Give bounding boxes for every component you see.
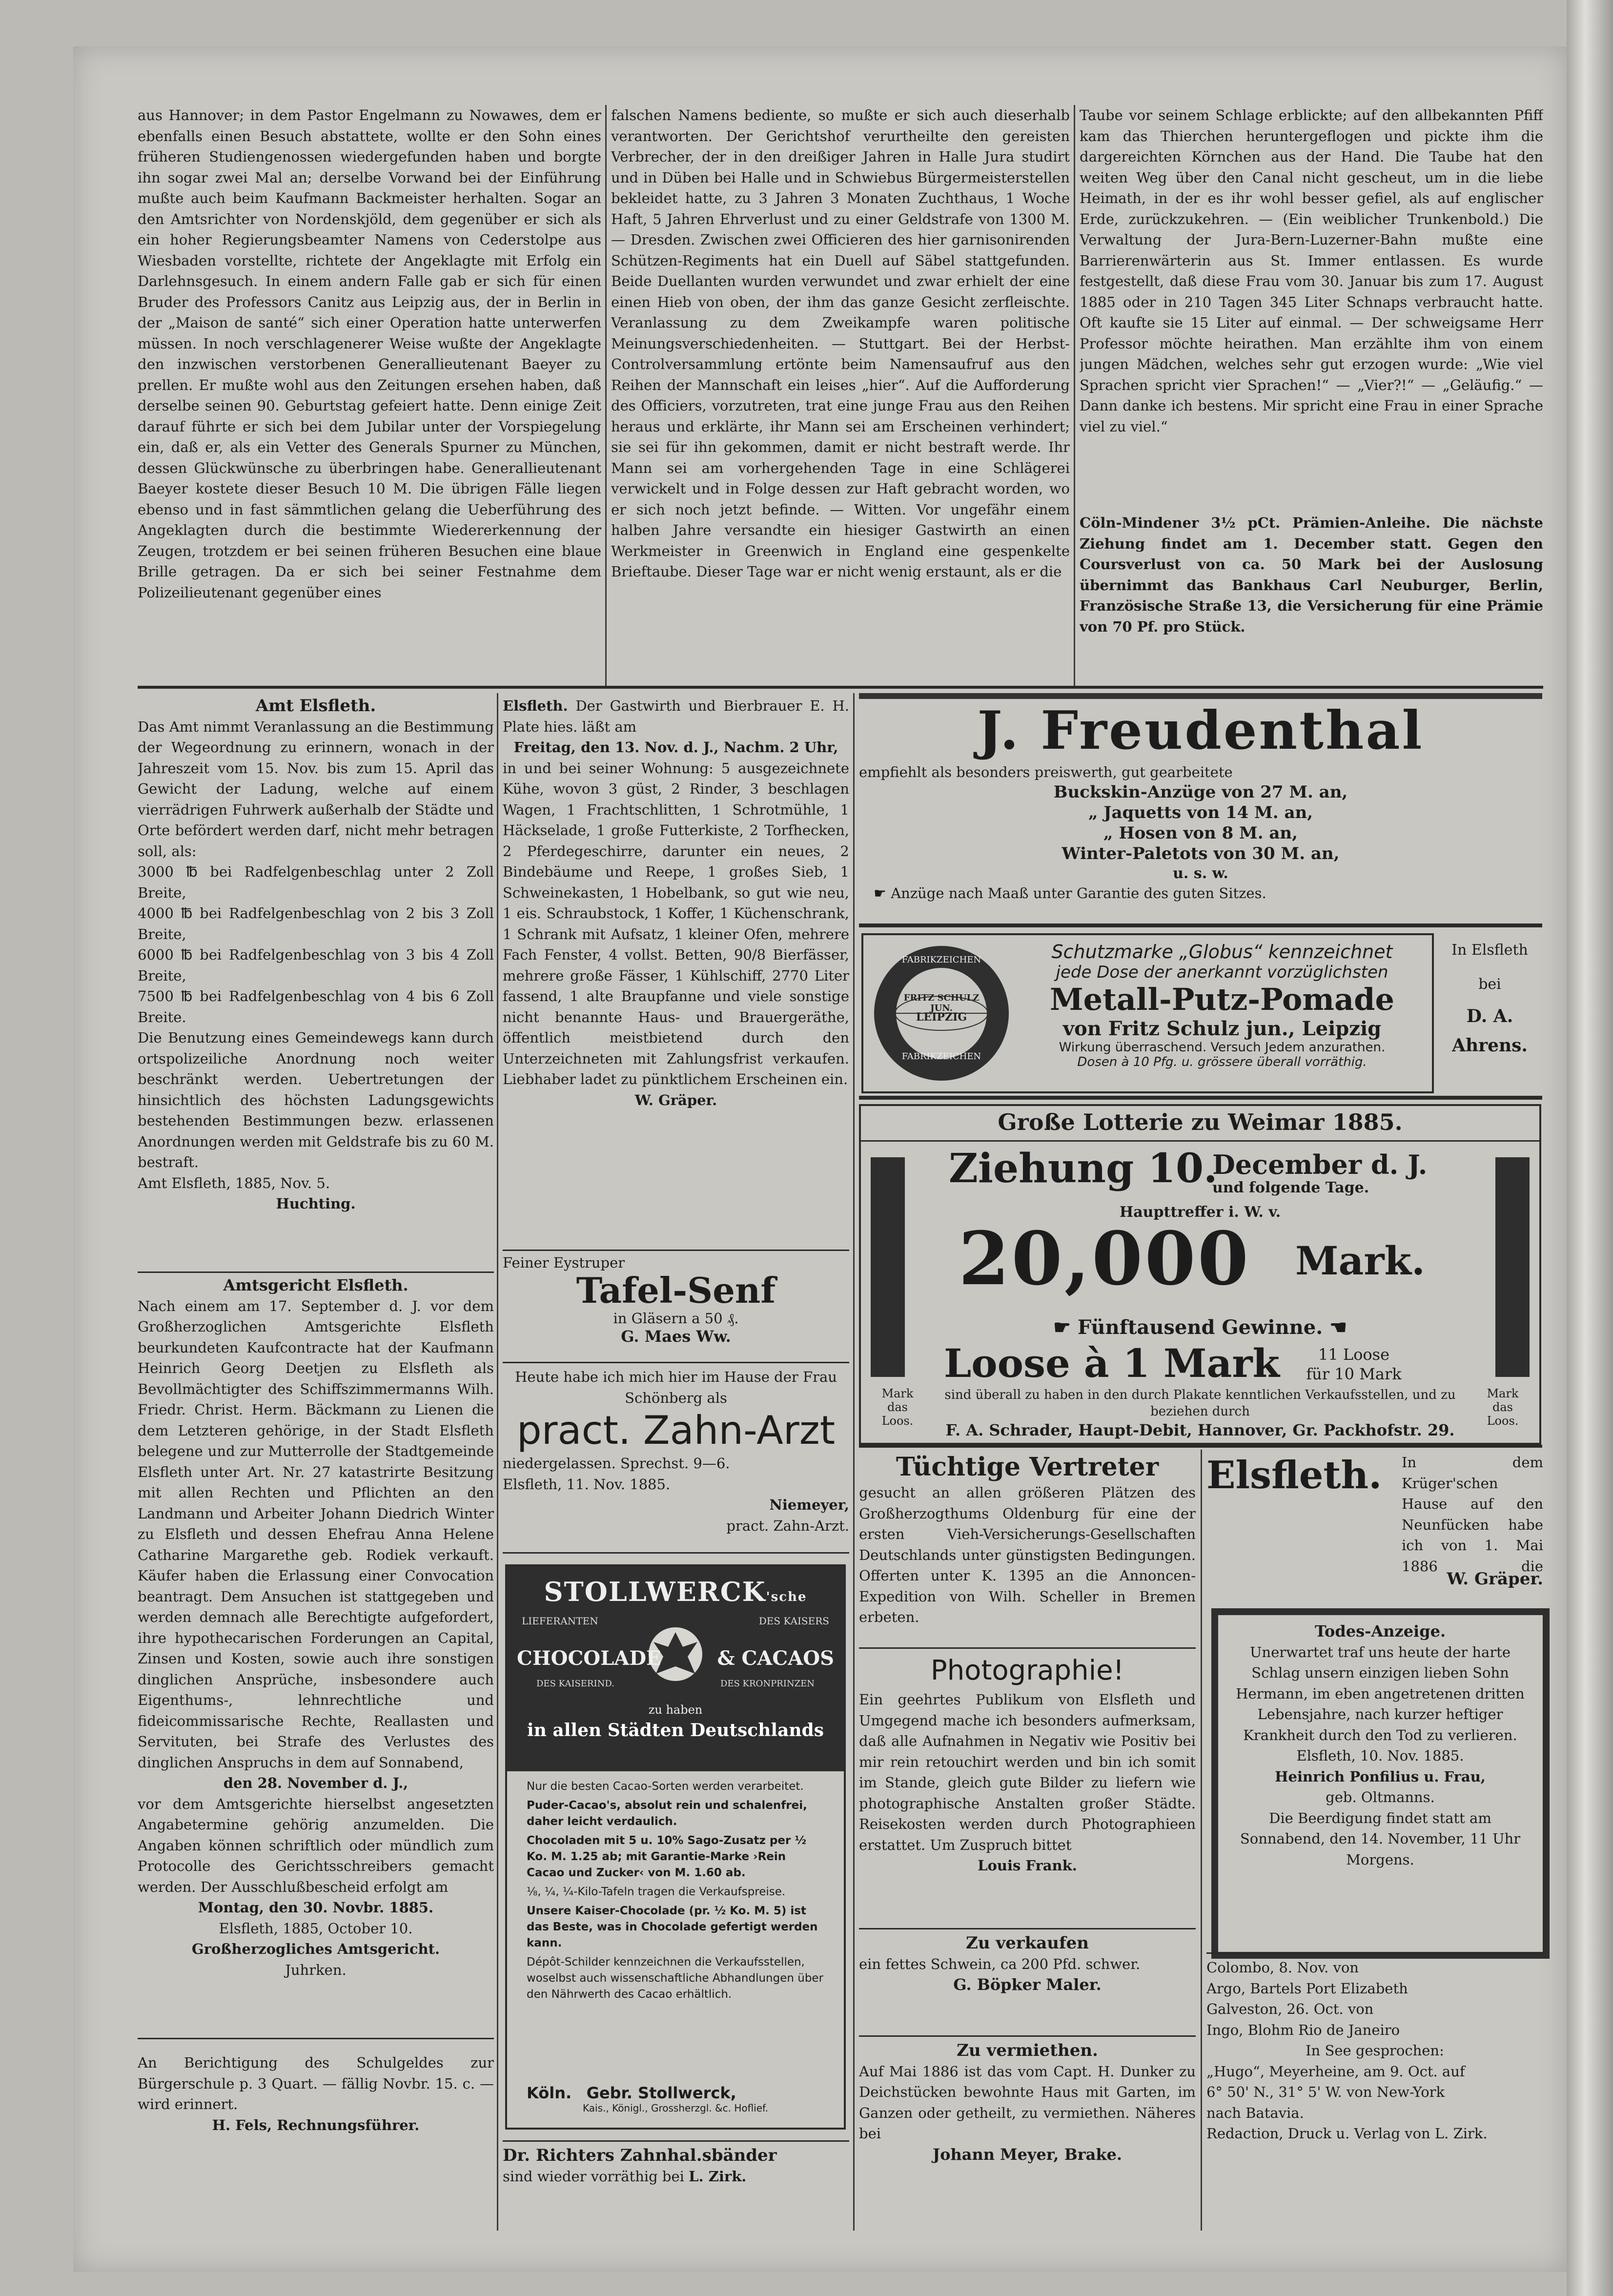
- stollwerck-crown-right: DES KRONPRINZEN: [720, 1679, 815, 1689]
- notice-rule: [859, 1928, 1196, 1929]
- lotterie-rule: [861, 1140, 1539, 1142]
- todes-body: Unerwartet traf uns heute der harte Schlag unsern einzigen lieben Sohn Hermann, im eben angetretenen dritten Lebensjahre, nach kurzer heftiger Krankheit durch den Tod zu verlieren.: [1236, 1643, 1525, 1743]
- schulgeld-text: An Berichtigung des Schulgeldes zur Bürgerschule p. 3 Quart. — fällig Novbr. 15. c. — wird erinnert.: [138, 2054, 494, 2112]
- stollwerck-point: Unsere Kaiser-Chocolade (pr. ½ Ko. M. 5) ist das Beste, was in Chocolade gefertigt werden kann.: [527, 1905, 818, 1949]
- amt-row: 4000 ℔ bei Radfelgenbeschlag von 2 bis 3 Zoll Breite,: [138, 905, 494, 943]
- ad-border-top: [859, 693, 1542, 699]
- lotterie-loose2: 11 Loose: [1318, 1345, 1390, 1364]
- dealer-bei: bei: [1478, 976, 1501, 993]
- notice-rule: [859, 1647, 1196, 1649]
- zahnarzt-date: Elsfleth, 11. Nov. 1885.: [503, 1476, 671, 1493]
- amt-body: Die Benutzung eines Gemeindewegs kann durch ortspolizeiliche Anordnung noch weiter beschränkt werden. Uebertretungen der hinsichtlich des höchsten Ladungsgewichts bestehenden Bestimmungen bezw. erlassenen Anordnungen werden mit Geldstrafe bis zu 60 M. bestraft.: [138, 1029, 494, 1170]
- todes-title: Todes-Anzeige.: [1314, 1622, 1446, 1640]
- pointing-hand-icon: ☚: [1329, 1316, 1347, 1339]
- amtsgericht-body: Nach einem am 17. September d. J. vor dem Großherzoglichen Amtsgerichte Elsfleth beurkundeten Kaufcontracte hat der Kaufmann Heinrich Georg Deetjen zu Elsfleth als Bevollmächtigter des Schiffszimmermanns Wilh. Friedr. Christ. Herm. Bäckmann zu Lienen die dem Letzteren gehörige, in der Stadt Elsfleth belegene und zur Mutterrolle der Stadtgemeinde Elsfleth unter Art. Nr. 27 katastrirte Besitzung mit allen Rechten und Pflichten an den Landmann und Arbeiter Johann Diedrich Winter zu Elsfleth und dessen Ehefrau Anna Helene Catharine Margarethe geb. Rodiek verkauft. Käufer haben die Erlassung einer Convocation beantragt. Dem Ansuchen ist stattgegeben und werden demnach alle Berechtigte aufgefordert, ihre hypothecarischen Forderungen an Capital, Zinsen und Kosten, sowie auch ihre sonstigen dinglichen Ansprüche, insbesondere auch Eigenthums-, lehnrechtliche und fideicommissarische Rechte, Reallasten und Servituten, bei Strafe des Verlustes des dinglichen Anspruchs in dem auf Sonnabend,: [138, 1297, 494, 1771]
- todes-date: Elsfleth, 10. Nov. 1885.: [1296, 1747, 1464, 1764]
- stollwerck-right: DES KAISERS: [758, 1615, 829, 1627]
- lotterie-december: December d. J.: [1212, 1149, 1428, 1180]
- pomade-line3: Wirkung überraschend. Versuch Jedem anzurathen.: [1059, 1040, 1386, 1055]
- vertreter-body: gesucht an allen größeren Plätzen des Großherzogthums Oldenburg für eine der ersten Vieh-Versicherungs-Gesellschaften Deutschlands unter günstigsten Bedingungen. Offerten unter K. 1395 an die Annoncen-Expedition von Wilh. Scheller in Bremen erbeten.: [859, 1484, 1196, 1625]
- lotterie-foot: sind überall zu haben in den durch Plakate kenntlichen Verkaufsstellen, und zu beziehen durch: [944, 1388, 1456, 1419]
- todes-content: [1229, 1621, 1531, 1943]
- freudenthal-line: u. s. w.: [1173, 865, 1228, 882]
- column-divider: [605, 105, 607, 686]
- seal-mid: FRITZ SCHULZ JUN.: [903, 993, 980, 1013]
- stollwerck-point: ⅛, ¼, ¼-Kilo-Tafeln tragen die Verkaufspreise.: [527, 1886, 786, 1898]
- news-column-2: [611, 105, 1070, 686]
- todes-signer: Heinrich Ponfilius u. Frau,: [1275, 1768, 1486, 1785]
- section-rule: [859, 1445, 1542, 1448]
- verkaufen-signer: G. Böpker Maler.: [953, 1975, 1102, 1994]
- zahnarzt-signer: Niemeyer,: [769, 1496, 849, 1513]
- amtsgericht-body2: vor dem Amtsgerichte hierselbst angesetzten Angabetermine gehörig anzumelden. Die Angaben können schriftlich oder mündlich zum Protocolle des Gerichtsschreibers gemacht werden. Der Ausschlußbescheid erfolgt am: [138, 1795, 494, 1895]
- column-divider: [497, 693, 498, 2231]
- stollwerck-cacaos: & CACAOS: [717, 1647, 834, 1670]
- notice-rule: [503, 1552, 849, 1554]
- news-column-3: [1080, 105, 1543, 495]
- lotterie-loose: Loose à 1 Mark: [944, 1340, 1280, 1386]
- stollwerck-brand: STOLLWERCK'sche: [544, 1576, 807, 1607]
- stollwerck-ad: [505, 1564, 846, 2130]
- zahnarzt-role: pract. Zahn-Arzt.: [726, 1517, 849, 1534]
- column-divider: [1201, 1450, 1202, 2231]
- stollwerck-firm-sub: Kais., Königl., Grossherzgl. &c. Hoflief.: [583, 2102, 768, 2114]
- vertreter-title: Tüchtige Vertreter: [896, 1452, 1159, 1482]
- stollwerck-point: Puder-Cacao's, absolut rein und schalenfrei, daher leicht verdaulich.: [527, 1799, 807, 1828]
- pomade-ad: [861, 933, 1434, 1093]
- stollwerck-chocolade: CHOCOLADE: [517, 1647, 661, 1670]
- ship-line: 6° 50' N., 31° 5' W. von New-York: [1206, 2084, 1445, 2100]
- amtsgericht-date2: Montag, den 30. Novbr. 1885.: [198, 1899, 434, 1916]
- auktion-date: Freitag, den 13. Nov. d. J., Nachm. 2 Uhr,: [513, 739, 838, 756]
- freudenthal-line: Winter-Paletots von 30 M. an,: [1062, 844, 1340, 863]
- binding-edge: [1567, 0, 1613, 2296]
- senf-ad: [503, 1254, 849, 1357]
- lotterie-haupttreffer: Haupttreffer i. W. v.: [1119, 1204, 1281, 1221]
- notice-rule: [138, 1271, 494, 1273]
- lotterie-title: Große Lotterie zu Weimar 1885.: [998, 1109, 1403, 1135]
- seal-top: FABRIKZEICHEN: [901, 955, 981, 965]
- oberwohnung-ad: [1206, 1452, 1543, 1599]
- stollwerck-haben: zu haben: [648, 1703, 703, 1717]
- amt-signer: Huchting.: [276, 1195, 356, 1212]
- amtsgericht-court: Großherzogliches Amtsgericht.: [191, 1941, 440, 1957]
- pointing-hand-icon: ☛: [874, 885, 886, 902]
- amtsgericht-title: Amtsgericht Elsfleth.: [223, 1276, 408, 1294]
- photo-ad: [859, 1652, 1196, 1921]
- dealer-place: In Elsfleth: [1451, 942, 1528, 959]
- ship-line: Argo, Bartels Port Elizabeth: [1206, 1980, 1408, 1997]
- lotterie-mark: Mark.: [1295, 1238, 1425, 1284]
- imprint: Redaction, Druck u. Verlag von L. Zirk.: [1206, 2125, 1488, 2142]
- stollwerck-point: Chocoladen mit 5 u. 10% Sago-Zusatz per ½ Ko. M. 1.25 ab; mit Garantie-Marke ›Rein Cacao und Zucker‹ von M. 1.60 ab.: [527, 1834, 807, 1879]
- oberwohnung-signer: W. Gräper.: [1447, 1569, 1543, 1589]
- senf-signer: G. Maes Ww.: [621, 1327, 731, 1346]
- zahnarzt-lead: Heute habe ich mich hier im Hause der Frau Schönberg als: [515, 1369, 837, 1406]
- amtsgericht-judge: Juhrken.: [285, 1961, 347, 1978]
- amt-row: 7500 ℔ bei Radfelgenbeschlag von 4 bis 6 Zoll Breite.: [138, 988, 494, 1025]
- lotterie-dealer: F. A. Schrader, Haupt-Debit, Hannover, Gr. Packhofstr. 29.: [945, 1421, 1455, 1439]
- amt-title: Amt Elsfleth.: [255, 696, 376, 716]
- stollwerck-banner: [507, 1566, 844, 1771]
- pomade-maker: von Fritz Schulz jun., Leipzig: [1062, 1017, 1382, 1040]
- pomade-line1: Schutzmarke „Globus“ kennzeichnet: [1051, 941, 1393, 963]
- oberwohnung-body: In dem Krüger'schen Hause auf den Neunfücken habe ich von 1. Mai 1886 die: [1402, 1454, 1543, 1574]
- ship-line: Galveston, 26. Oct. von: [1206, 2001, 1374, 2017]
- verkaufen-ad: [859, 1933, 1196, 2030]
- section-rule: [859, 1096, 1542, 1100]
- ship-line: „Hugo“, Meyerheine, am 9. Oct. auf: [1206, 2063, 1465, 2080]
- amt-row: 3000 ℔ bei Radfelgenbeschlag unter 2 Zoll Breite,: [138, 863, 494, 901]
- oberwohnung-title: Elsfleth.: [1206, 1453, 1382, 1497]
- notice-text: Cöln-Mindener 3½ pCt. Prämien-Anleihe. Die nächste Ziehung findet am 1. December statt. Gegen den Coursverlust von ca. 50 Mark bei der Auslosung übernimmt das Bankhaus Carl Neuburger, Berlin, Französische Straße 13, die Versicherung für eine Prämie von 70 Pf. pro Stück.: [1080, 514, 1543, 635]
- freudenthal-title: J. Freudenthal: [977, 700, 1424, 761]
- lotterie-side-right: Mark das Loos.: [1487, 1387, 1519, 1428]
- stollwerck-left: LIEFERANTEN: [522, 1615, 598, 1627]
- amtsgericht-date: den 28. November d. J.,: [223, 1775, 408, 1791]
- lotterie-side-left: Mark das Loos.: [881, 1387, 914, 1428]
- stollwerck-point: Dépôt-Schilder kennzeichnen die Verkaufsstellen, woselbst auch wissenschaftliche Abhandlungen über den Nährwerth des Cacao erhältlich.: [527, 1956, 824, 2001]
- schiffsnachrichten: [1206, 1957, 1543, 2231]
- photo-title: Photographie!: [930, 1655, 1124, 1686]
- stollwerck-crown-left: DES KAISERIND.: [536, 1679, 614, 1689]
- senf-title: Tafel-Senf: [576, 1270, 776, 1311]
- dealer-name: D. A. Ahrens.: [1452, 1006, 1528, 1056]
- senf-lead: Feiner Eystruper: [503, 1254, 625, 1271]
- stollwerck-allen: in allen Städten Deutschlands: [527, 1720, 824, 1741]
- freudenthal-line: „ Hosen von 8 M. an,: [1103, 823, 1298, 843]
- lotterie-tage: und folgende Tage.: [1212, 1179, 1369, 1196]
- verkaufen-body: ein fettes Schwein, ca 200 Pfd. schwer.: [859, 1955, 1141, 1972]
- photo-body: Ein geehrtes Publikum von Elsfleth und Umgegend mache ich besonders aufmerksam, daß alle Aufnahmen in Negativ wie Positiv bei mir rein retouchirt werden und bin ich somit im Stande, gleich gute Bilder zu liefern wie photographische Anstalten großer Städte. Reisekosten werden durch Photographieen erstattet. Um Zuspruch bittet: [859, 1691, 1196, 1853]
- seal-city: LEIPZIG: [916, 1011, 967, 1024]
- freudenthal-line: Buckskin-Anzüge von 27 M. an,: [1053, 782, 1348, 802]
- schulgeld-notice: [138, 2052, 494, 2228]
- photo-signer: Louis Frank.: [978, 1857, 1077, 1874]
- lotterie-ziehung: Ziehung 10.: [949, 1145, 1218, 1192]
- todes-anzeige: [1211, 1608, 1550, 1959]
- pomade-line2: jede Dose der anerkannt vorzüglichsten: [1056, 963, 1388, 982]
- ship-line: nach Batavia.: [1206, 2104, 1304, 2121]
- stollwerck-footer: Köln. Gebr. Stollwerck, Kais., Königl., Grossherzgl. &c. Hoflief.: [527, 2084, 824, 2114]
- vermiethen-ad: [859, 2040, 1196, 2226]
- auktion-body: in und bei seiner Wohnung: 5 ausgezeichnete Kühe, wovon 3 güst, 2 Rinder, 3 beschlagen Wagen, 1 Frachtschlitten, 1 Schrotmühle, 1 Häckselade, 1 große Futterkiste, 2 Torfhecken, 2 Pferdegeschirre, darunter ein neues, 2 Bindebäume und Reepe, 1 großes Sieb, 1 Schweinekasten, 1 Hobelbank, so gut wie neu, 1 eis. Schraubstock, 1 Koffer, 1 Küchenschrank, 1 Schrank mit Aufsatz, 1 kleiner Ofen, mehrere Fach Fenster, 4 vollst. Betten, 90/8 Bierfässer, mehrere große Fässer, 1 Kühlschiff, 2770 Liter fassend, 1 alte Braupfanne und viele sonstige nicht benannte Haus- und Brauergeräthe, öffentlich meistbietend durch den Unterzeichneten mit Zahlungsfrist verkaufen. Liebhaber ladet zu pünktlichem Erscheinen ein.: [503, 759, 849, 1087]
- verkaufen-title: Zu verkaufen: [966, 1933, 1089, 1953]
- senf-body: in Gläsern a 50 ₰.: [613, 1310, 739, 1327]
- lotterie-bar-left: [871, 1157, 905, 1377]
- amt-date: Amt Elsfleth, 1885, Nov. 5.: [138, 1174, 330, 1191]
- amtsgericht-notice: [138, 1275, 494, 2036]
- amt-notice: [138, 696, 494, 1274]
- zahnhalsband-signer: L. Zirk.: [689, 2168, 747, 2185]
- zahnarzt-body: niedergelassen. Sprechst. 9—6.: [503, 1455, 730, 1472]
- todes-signer2: geb. Oltmanns.: [1326, 1789, 1435, 1805]
- freudenthal-line: „ Jaquetts von 14 M. an,: [1088, 803, 1313, 822]
- ship-line: Ingo, Blohm Rio de Janeiro: [1206, 2021, 1400, 2038]
- freudenthal-lead: empfiehlt als besonders preiswerth, gut gearbeitete: [859, 764, 1233, 780]
- auktion-notice: [503, 696, 849, 1247]
- vermiethen-body: Auf Mai 1886 ist das vom Capt. H. Dunker zu Deichstücken bewohnte Haus mit Garten, im Ganzen oder getheilt, zu vermiethen. Näheres bei: [859, 2063, 1196, 2142]
- amt-row: 6000 ℔ bei Radfelgenbeschlag von 3 bis 4 Zoll Breite,: [138, 946, 494, 984]
- notice-rule: [138, 2038, 494, 2039]
- pomade-title: Metall-Putz-Pomade: [1050, 982, 1394, 1017]
- todes-burial: Die Beerdigung findet statt am Sonnabend, den 14. November, 11 Uhr Morgens.: [1240, 1809, 1521, 1868]
- auktion-lead: Der Gastwirth und Bierbrauer E. H. Plate hies. läßt am: [503, 697, 849, 735]
- notice-rule: [859, 2035, 1196, 2037]
- amt-intro: Das Amt nimmt Veranlassung an die Bestimmung der Wegeordnung zu erinnern, wonach in der Jahreszeit vom 15. Nov. bis zum 15. April das Gewicht der Ladung, welche auf einem vierrädrigen Fuhrwerk außerhalb der Städte und Orte befördert werden darf, nicht mehr betragen soll, als:: [138, 718, 494, 860]
- seal-bottom: FABRIKZEICHEN: [901, 1051, 981, 1062]
- pomade-line4: Dosen à 10 Pfg. u. grössere überall vorräthig.: [1077, 1055, 1367, 1069]
- lotterie-gewinne: ☛ Fünftausend Gewinne. ☚: [1053, 1316, 1347, 1339]
- lotterie-loose3: für 10 Mark: [1306, 1365, 1402, 1383]
- zahnarzt-title: pract. Zahn-Arzt: [516, 1408, 836, 1453]
- stollwerck-points: [527, 1779, 824, 2071]
- zahnarzt-ad: [503, 1367, 849, 1547]
- lottery-bond-notice: [1080, 512, 1543, 683]
- news-text: aus Hannover; in dem Pastor Engelmann zu Nowawes, dem er ebenfalls einen Besuch abstattete, wollte er den Sohn eines früheren Studiengenossen wiedergefunden haben und borgte ihn sogar zwei Mal an; derselbe Vorwand bei der Einführung mußte auch beim Kaufmann Backmeister herhalten. Sogar an den Amtsrichter von Nordenskjöld, dem gegenüber er sich als ein hoher Regierungsbeamter Namens von Cederstolpe aus Wiesbaden vorstellte, richtete der Angeklagte mit Erfolg ein Darlehnsgesuch. In einem andern Falle gab er sich für einen Bruder des Professors Canitz aus Leipzig aus, der in Berlin in der „Maison de santé“ sich einer Operation hatte unterwerfen müssen. In noch verschlagenerer Weise wußte der Angeklagte den inzwischen verstorbenen Generallieutenant Baeyer zu prellen. Er mußte wohl aus den Zeitungen ersehen haben, daß derselbe seinen 90. Geburtstag gefeiert hatte. Denn einige Zeit darauf führte er sich bei dem Jubilar unter der Vorspiegelung ein, daß er, als ein Vetter des Generals Spurner zu München, dessen Glückwünsche zu überbringen habe. Generallieutenant Baeyer kostete dieser Besuch 10 M. Die übrigen Fälle liegen ebenso und in fast sämmtlichen gelang die Ueberführung des Angeklagten durch die bestimmte Wiedererkennung der Zeugen, trotzdem er bei seinen früheren Besuchen eine blaue Brille getragen. Da er sich bei seiner Festnahme dem Polizeilieutenant gegenüber eines: [138, 107, 601, 601]
- notice-rule: [1206, 1952, 1543, 1954]
- pointing-hand-icon: ☛: [1053, 1316, 1071, 1339]
- ship-line: Colombo, 8. Nov. von: [1206, 1959, 1359, 1976]
- section-rule: [859, 923, 1542, 927]
- vermiethen-signer: Johann Meyer, Brake.: [932, 2145, 1122, 2164]
- pomade-dealer: [1437, 933, 1542, 1089]
- amtsgericht-sign: Elsfleth, 1885, October 10.: [219, 1920, 413, 1937]
- stollwerck-point: Nur die besten Cacao-Sorten werden verarbeitet.: [527, 1780, 804, 1793]
- news-column-1: [138, 105, 601, 686]
- schulgeld-signer: H. Fels, Rechnungsführer.: [212, 2116, 420, 2133]
- notice-rule: [503, 2140, 849, 2142]
- freudenthal-foot: ☛ Anzüge nach Maaß unter Garantie des guten Sitzes.: [874, 885, 1266, 902]
- lotterie-ad: [859, 1104, 1541, 1445]
- freudenthal-ad: [859, 693, 1542, 920]
- notice-rule: [503, 1362, 849, 1363]
- auktion-signer: W. Gräper.: [634, 1091, 717, 1108]
- notice-rule: [503, 1250, 849, 1251]
- column-divider: [853, 693, 855, 2231]
- column-divider: [1074, 105, 1075, 686]
- vertreter-ad: [859, 1452, 1196, 1638]
- zahnhalsband-title: Dr. Richters Zahnhal.sbänder: [503, 2146, 777, 2165]
- lotterie-amount: 20,000: [959, 1216, 1251, 1302]
- section-rule: [138, 686, 1543, 689]
- zahnhalsband-ad: Dr. Richters Zahnhal.sbänder sind wieder vorräthig bei L. Zirk.: [503, 2145, 849, 2204]
- news-text: Taube vor seinem Schlage erblickte; auf den allbekannten Pfiff kam das Thierchen heruntergeflogen und pickte ihm die dargereichten Körnchen aus der Hand. Die Taube hat den weiten Weg über den Canal nicht gescheut, um in die liebe Heimath, in der es ihr wohl besser gefiel, als auf englischer Erde, zurückzukehren. — (Ein weiblicher Trunkenbold.) Die Verwaltung der Jura-Bern-Luzerner-Bahn mußte eine Barrierenwärterin aus St. Immer entlassen. Es wurde festgestellt, daß diese Frau vom 30. Januar bis zum 17. August 1885 oder in 210 Tagen 345 Liter Schnaps verbraucht hatte. Oft kaufte sie 15 Liter auf einmal. — Der schweigsame Herr Professor möchte heirathen. Man erzählte ihm von einem jungen Mädchen, welches sehr gut erzogen wurde: „Wie viel Sprachen spricht vier Sprachen!“ — „Vier?!“ — „Geläufig.“ — Dann danke ich bestens. Mir spricht eine Frau in einer Sprache viel zu viel.“: [1080, 107, 1543, 435]
- ship-line: In See gesprochen:: [1306, 2042, 1444, 2059]
- auktion-title: Elsfleth.: [503, 697, 568, 714]
- pomade-text: [1020, 941, 1425, 1069]
- lotterie-bar-right: [1495, 1157, 1530, 1377]
- news-text: falschen Namens bediente, so mußte er sich auch dieserhalb verantworten. Der Gerichtshof verurtheilte den gereisten Verbrecher, der in den dreißiger Jahren in Halle Jura studirt und in Düben bei Halle und in Schwiebus Bürgermeisterstellen bekleidet hatte, zu 3 Jahren 3 Monaten Zuchthaus, 1 Woche Haft, 5 Jahren Ehrverlust und zu einer Geldstrafe von 1300 M. — Dresden. Zwischen zwei Officieren des hier garnisonirenden Schützen-Regiments hat ein Duell auf Säbel stattgefunden. Beide Duellanten wurden verwundet und zwar erhielt der eine einen Hieb von oben, der ihm das ganze Gesicht zerfleischte. Veranlassung zu dem Zweikampfe waren politische Meinungsverschiedenheiten. — Stuttgart. Bei der Herbst-Controlversammlung ertönte beim Namensaufruf aus den Reihen der Mannschaft ein leises „hier“. Auf die Aufforderung des Officiers, vorzutreten, trat eine junge Frau aus den Reihen heraus und erklärte, ihr Mann sei am Erscheinen verhindert; sie sei für ihn gekommen, damit er nicht bestraft werde. Ihr Mann sei am vorhergehenden Tage in eine Schlägerei verwickelt und in Folge dessen zur Haft gebracht worden, wo er sich noch jetzt befinde. — Witten. Vor ungefähr einem halben Jahre versandte ein hiesiger Gastwirth an einen Werkmeister in Greenwich in England eine gespenkelte Brieftaube. Dieser Tage war er nicht wenig erstaunt, als er die: [611, 107, 1070, 580]
- vermiethen-title: Zu vermiethen.: [957, 2041, 1098, 2060]
